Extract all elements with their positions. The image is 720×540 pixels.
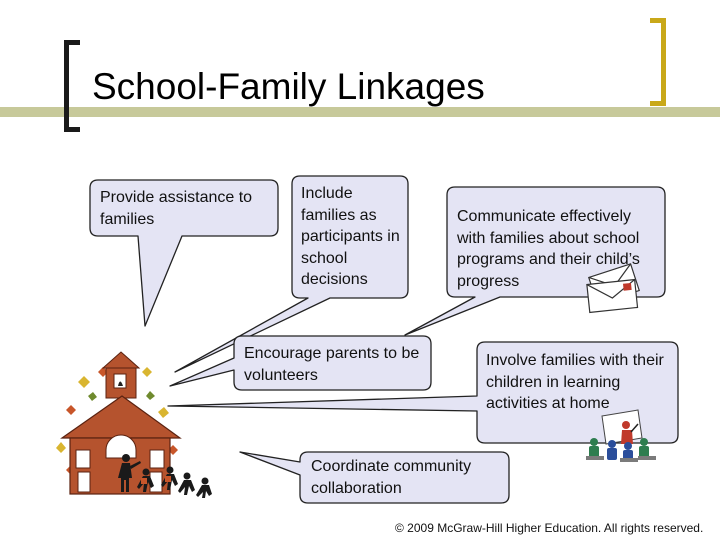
slide-title: School-Family Linkages [92, 66, 485, 107]
text-coordinate-community: Coordinate community collaboration [311, 458, 472, 497]
text-involve-families: Involve families with their children in learning activities at home [486, 352, 664, 412]
schoolhouse-icon [56, 352, 212, 498]
text-include-families: Include families as participants in school decisions [301, 185, 400, 288]
text-communicate: Communicate effectively with families about school programs and their child’s progress [457, 208, 640, 290]
text-provide-assistance: Provide assistance to families [100, 189, 253, 228]
text-encourage-volunteers: Encourage parents to be volunteers [244, 345, 420, 384]
copyright-notice: © 2009 McGraw-Hill Higher Education. All rights reserved. [395, 521, 704, 535]
